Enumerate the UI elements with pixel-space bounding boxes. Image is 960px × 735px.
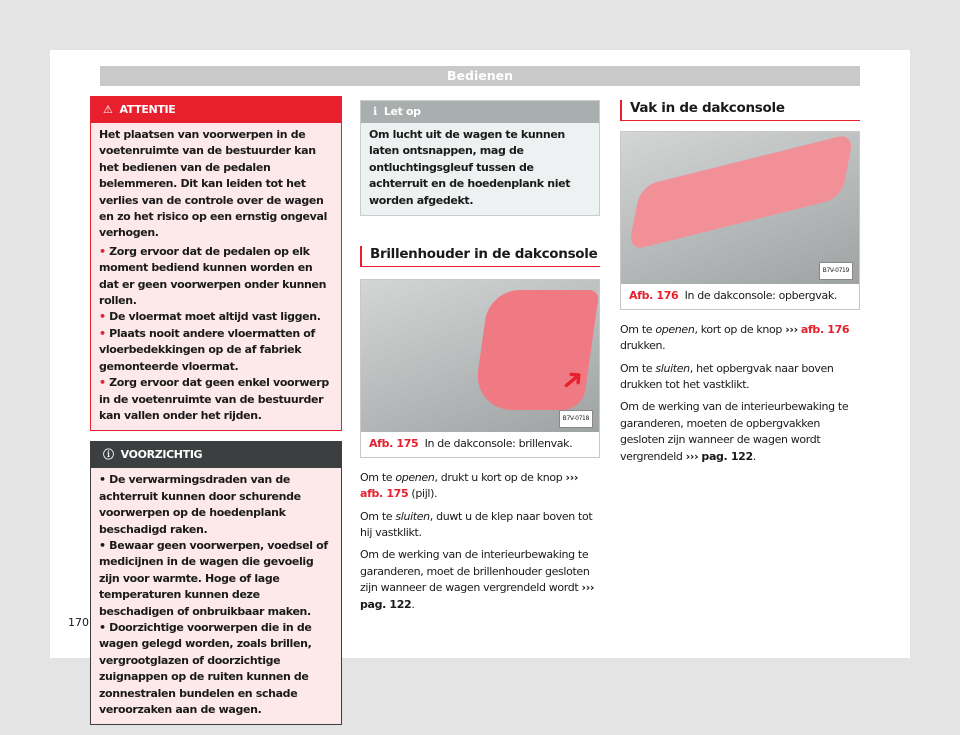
warning-intro: Het plaatsen van voorwerpen in de voetenruimte van de bestuurder kan het bedienen van de pedalen belemmeren. Dit kan leiden tot het verlies van de controle over de wagen en zo het risico op een ernstig ongeval verhogen. (99, 128, 327, 240)
caution-box (90, 441, 342, 725)
warning-item: • Zorg ervoor dat de pedalen op elk moment bediend kunnen worden en dat er geen voorwerpen onder kunnen rollen. (99, 244, 327, 308)
left-column (90, 96, 342, 735)
caution-title: VOORZICHTIG (120, 448, 203, 462)
figure-code: B7V-0718 (559, 410, 593, 428)
warning-item: • Zorg ervoor dat geen enkel voorwerp in de voetenruimte van de bestuurder kan vallen onder het rijden. (99, 376, 329, 422)
running-header: Bedienen (100, 66, 860, 86)
figure-link[interactable]: afb. 176 (800, 322, 850, 336)
right-column (620, 100, 860, 471)
figure-176 (620, 131, 860, 309)
figure-caption: Afb. 175 In de dakconsole: brillenvak. (369, 437, 573, 451)
figure-175 (360, 279, 600, 457)
note-header (361, 101, 599, 123)
caution-item: • Bewaar geen voorwerpen, voedsel of medicijnen in de wagen die gevoelig zijn voor warmte. Hoge of lage temperaturen kunnen deze beschadigen of onbruikbaar maken. (99, 538, 328, 618)
warning-item: • De vloermat moet altijd vast liggen. (99, 310, 321, 324)
info-icon: ℹ (373, 105, 377, 118)
exclamation-circle-icon: ⓘ (103, 448, 114, 462)
section-heading: Vak in de dakconsole (620, 100, 860, 121)
page-number: 170 (68, 616, 89, 629)
warning-title: ATTENTIE (119, 103, 176, 116)
section2-body: Om te openen, kort op de knop ››› afb. 176 drukken. Om te sluiten, het opbergvak naar boven drukken tot het vastklikt. Om de werking van de interieurbewaking te garanderen, moeten de opbergvakken gesloten zijn wanneer de wagen wordt vergrendeld ››› pag. 122. (620, 322, 850, 463)
caution-item: • De verwarmingsdraden van de achterruit kunnen door schurende voorwerpen op de hoedenplank beschadigd raken. (99, 473, 301, 536)
section-heading: Brillenhouder in de dakconsole (360, 246, 600, 267)
figure-link[interactable]: afb. 175 (360, 487, 409, 501)
storage-compartment-image (621, 132, 859, 284)
note-text: Om lucht uit de wagen te kunnen laten ontsnappen, mag de ontluchtingsgleuf tussen de achterruit en de hoedenplank niet worden afgedekt. (361, 123, 599, 215)
caution-header (91, 442, 341, 468)
figure-code: B7V-0719 (819, 262, 853, 280)
figure-caption: Afb. 176 In de dakconsole: opbergvak. (629, 289, 838, 303)
glasses-holder-image (361, 280, 599, 432)
middle-column (360, 100, 600, 619)
warning-header (91, 97, 341, 123)
warning-triangle-icon: ⚠ (103, 103, 113, 116)
caution-item: • Doorzichtige voorwerpen die in de wagen gelegd worden, zoals brillen, vergrootglazen of doorzichtige zuignappen op de ruiten kunnen de zonnestralen bundelen en schade veroorzaken aan de wagen. (99, 620, 312, 716)
warning-box (90, 96, 342, 431)
note-box (360, 100, 600, 216)
arrow-icon: ➜ (552, 360, 592, 401)
page-link[interactable]: pag. 122 (701, 449, 753, 463)
page-link[interactable]: pag. 122 (360, 597, 412, 611)
note-title: Let op (383, 105, 421, 118)
section1-body: Om te openen, drukt u kort op de knop ››› afb. 175 (pijl). Om te sluiten, duwt u de klep naar boven tot hij vastklikt. Om de werking van de interieurbewaking te garanderen, moet de brillenhouder gesloten zijn wanneer de wagen vergrendeld wordt ››› pag. 122. (360, 470, 595, 611)
warning-item: • Plaats nooit andere vloermatten of vloerbedekkingen op de af fabriek gemonteerde vloermat. (99, 326, 315, 373)
